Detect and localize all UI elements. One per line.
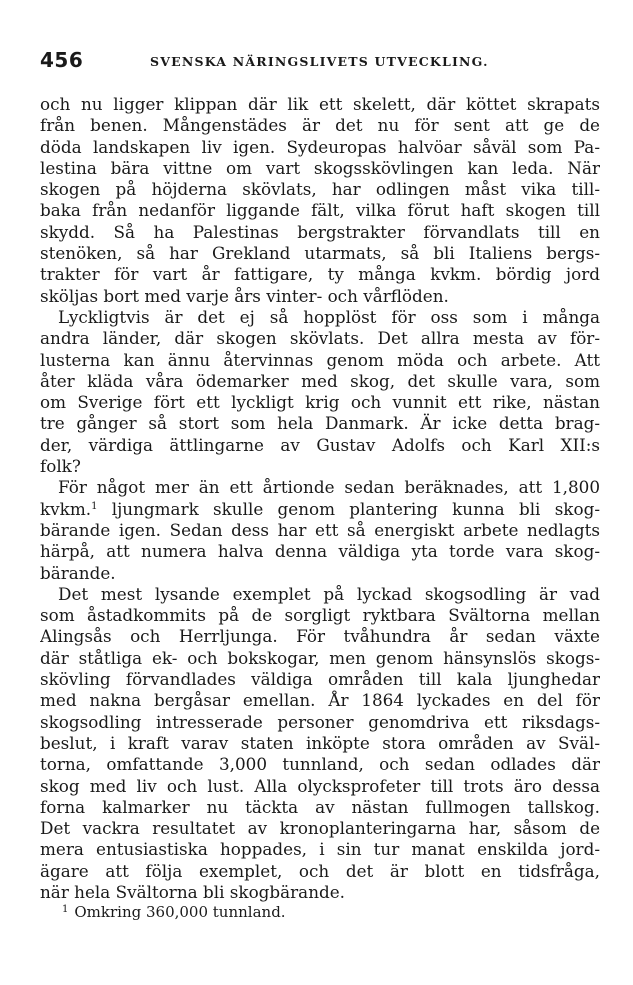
running-title: SVENSKA NÄRINGSLIVETS UTVECKLING.: [150, 54, 489, 69]
text-line: bärande igen. Sedan dess har ett så energiskt arbete nedlagts: [40, 519, 600, 540]
text-line: skogsodling intresserade personer genomdriva ett riksdags-: [40, 711, 600, 732]
text-line: Det vackra resultatet av kronoplanteringarna har, såsom de: [40, 818, 600, 839]
text-line: där ståtliga ek- och bokskogar, men genom hänsynslös skogs-: [40, 647, 600, 668]
body-text: [40, 94, 600, 903]
footnote-marker: 1: [62, 904, 69, 915]
text-line: skog med liv och lust. Alla olycksprofeter till trots äro dessa: [40, 775, 600, 796]
text-line: åter kläda våra ödemarker med skog, det skulle vara, som: [40, 370, 600, 391]
text-line: Alingsås och Herrljunga. För tvåhundra år sedan växte: [40, 626, 600, 647]
text-line: och nu ligger klippan där lik ett skelett, där köttet skrapats: [40, 94, 600, 114]
footnote-reference: 1: [91, 500, 98, 512]
text-line: mera entusiastiska hoppades, i sin tur manat enskilda jord-: [40, 839, 600, 860]
text-line: beslut, i kraft varav staten inköpte stora områden av Sväl-: [40, 732, 600, 753]
line-head: kvkm.: [40, 498, 92, 519]
text-line: torna, omfattande 3,000 tunnland, och sedan odlades där: [40, 754, 600, 775]
text-line: forna kalmarker nu täckta av nästan fullmogen tallskog.: [40, 796, 600, 817]
line-tail: ljungmark skulle genom plantering kunna bli skog-: [111, 498, 600, 519]
paragraph-end-line: folk?: [40, 456, 81, 477]
text-line: skogen på höjderna skövlats, har odlingen måst vika till-: [40, 179, 600, 200]
page-number: 456: [40, 48, 84, 72]
text-line: baka från nedanför liggande fält, vilka förut haft skogen till: [40, 200, 600, 221]
text-line: från benen. Mångenstädes är det nu för sent att ge de: [40, 115, 600, 136]
text-line: om Sverige fört ett lyckligt krig och vunnit ett rike, nästan: [40, 392, 600, 413]
text-line: trakter för vart år fattigare, ty många kvkm. bördig jord: [40, 264, 600, 285]
text-line: härpå, att numera halva denna väldiga yta torde vara skog-: [40, 541, 600, 562]
text-line: med nakna bergåsar emellan. År 1864 lyckades en del för: [40, 690, 600, 711]
paragraph-end-line: bärande.: [40, 562, 116, 583]
text-line: skydd. Så ha Palestinas bergstrakter förvandlats till en: [40, 221, 600, 242]
text-line: lestina bära vittne om vart skogsskövlingen kan leda. När: [40, 157, 600, 178]
page-header: [40, 48, 600, 74]
text-line: döda landskapen liv igen. Sydeuropas halvöar såväl som Pa-: [40, 136, 600, 157]
text-line: skövling förvandlades väldiga områden till kala ljunghedar: [40, 669, 600, 690]
text-line-with-footnote-ref: [40, 499, 600, 520]
paragraph-start-line: För något mer än ett årtionde sedan beräknades, att 1,800: [58, 477, 600, 498]
paragraph-start-line: Lyckligtvis är det ej så hopplöst för oss som i många: [58, 306, 600, 327]
text-line: der, värdiga ättlingarne av Gustav Adolfs och Karl XII:s: [40, 434, 600, 455]
paragraph-end-line: sköljas bort med varje års vinter- och vårflöden.: [40, 285, 449, 306]
footnote: [62, 903, 286, 921]
text-line: tre gånger så stort som hela Danmark. Är icke detta brag-: [40, 413, 600, 434]
text-line: som åstadkommits på de sorgligt ryktbara Svältorna mellan: [40, 605, 600, 626]
paragraph-end-line: när hela Svältorna bli skogbärande.: [40, 881, 346, 902]
text-line: andra länder, där skogen skövlats. Det allra mesta av för-: [40, 328, 600, 349]
text-line: lusterna kan ännu återvinnas genom möda och arbete. Att: [40, 349, 600, 370]
paragraph-start-line: Det mest lysande exemplet på lyckad skogsodling är vad: [58, 583, 600, 604]
footnote-text: Omkring 360,000 tunnland.: [74, 903, 286, 921]
text-line: ägare att följa exemplet, och det är blott en tidsfråga,: [40, 860, 600, 881]
text-line: stenöken, så har Grekland utarmats, så bli Italiens bergs-: [40, 243, 600, 264]
